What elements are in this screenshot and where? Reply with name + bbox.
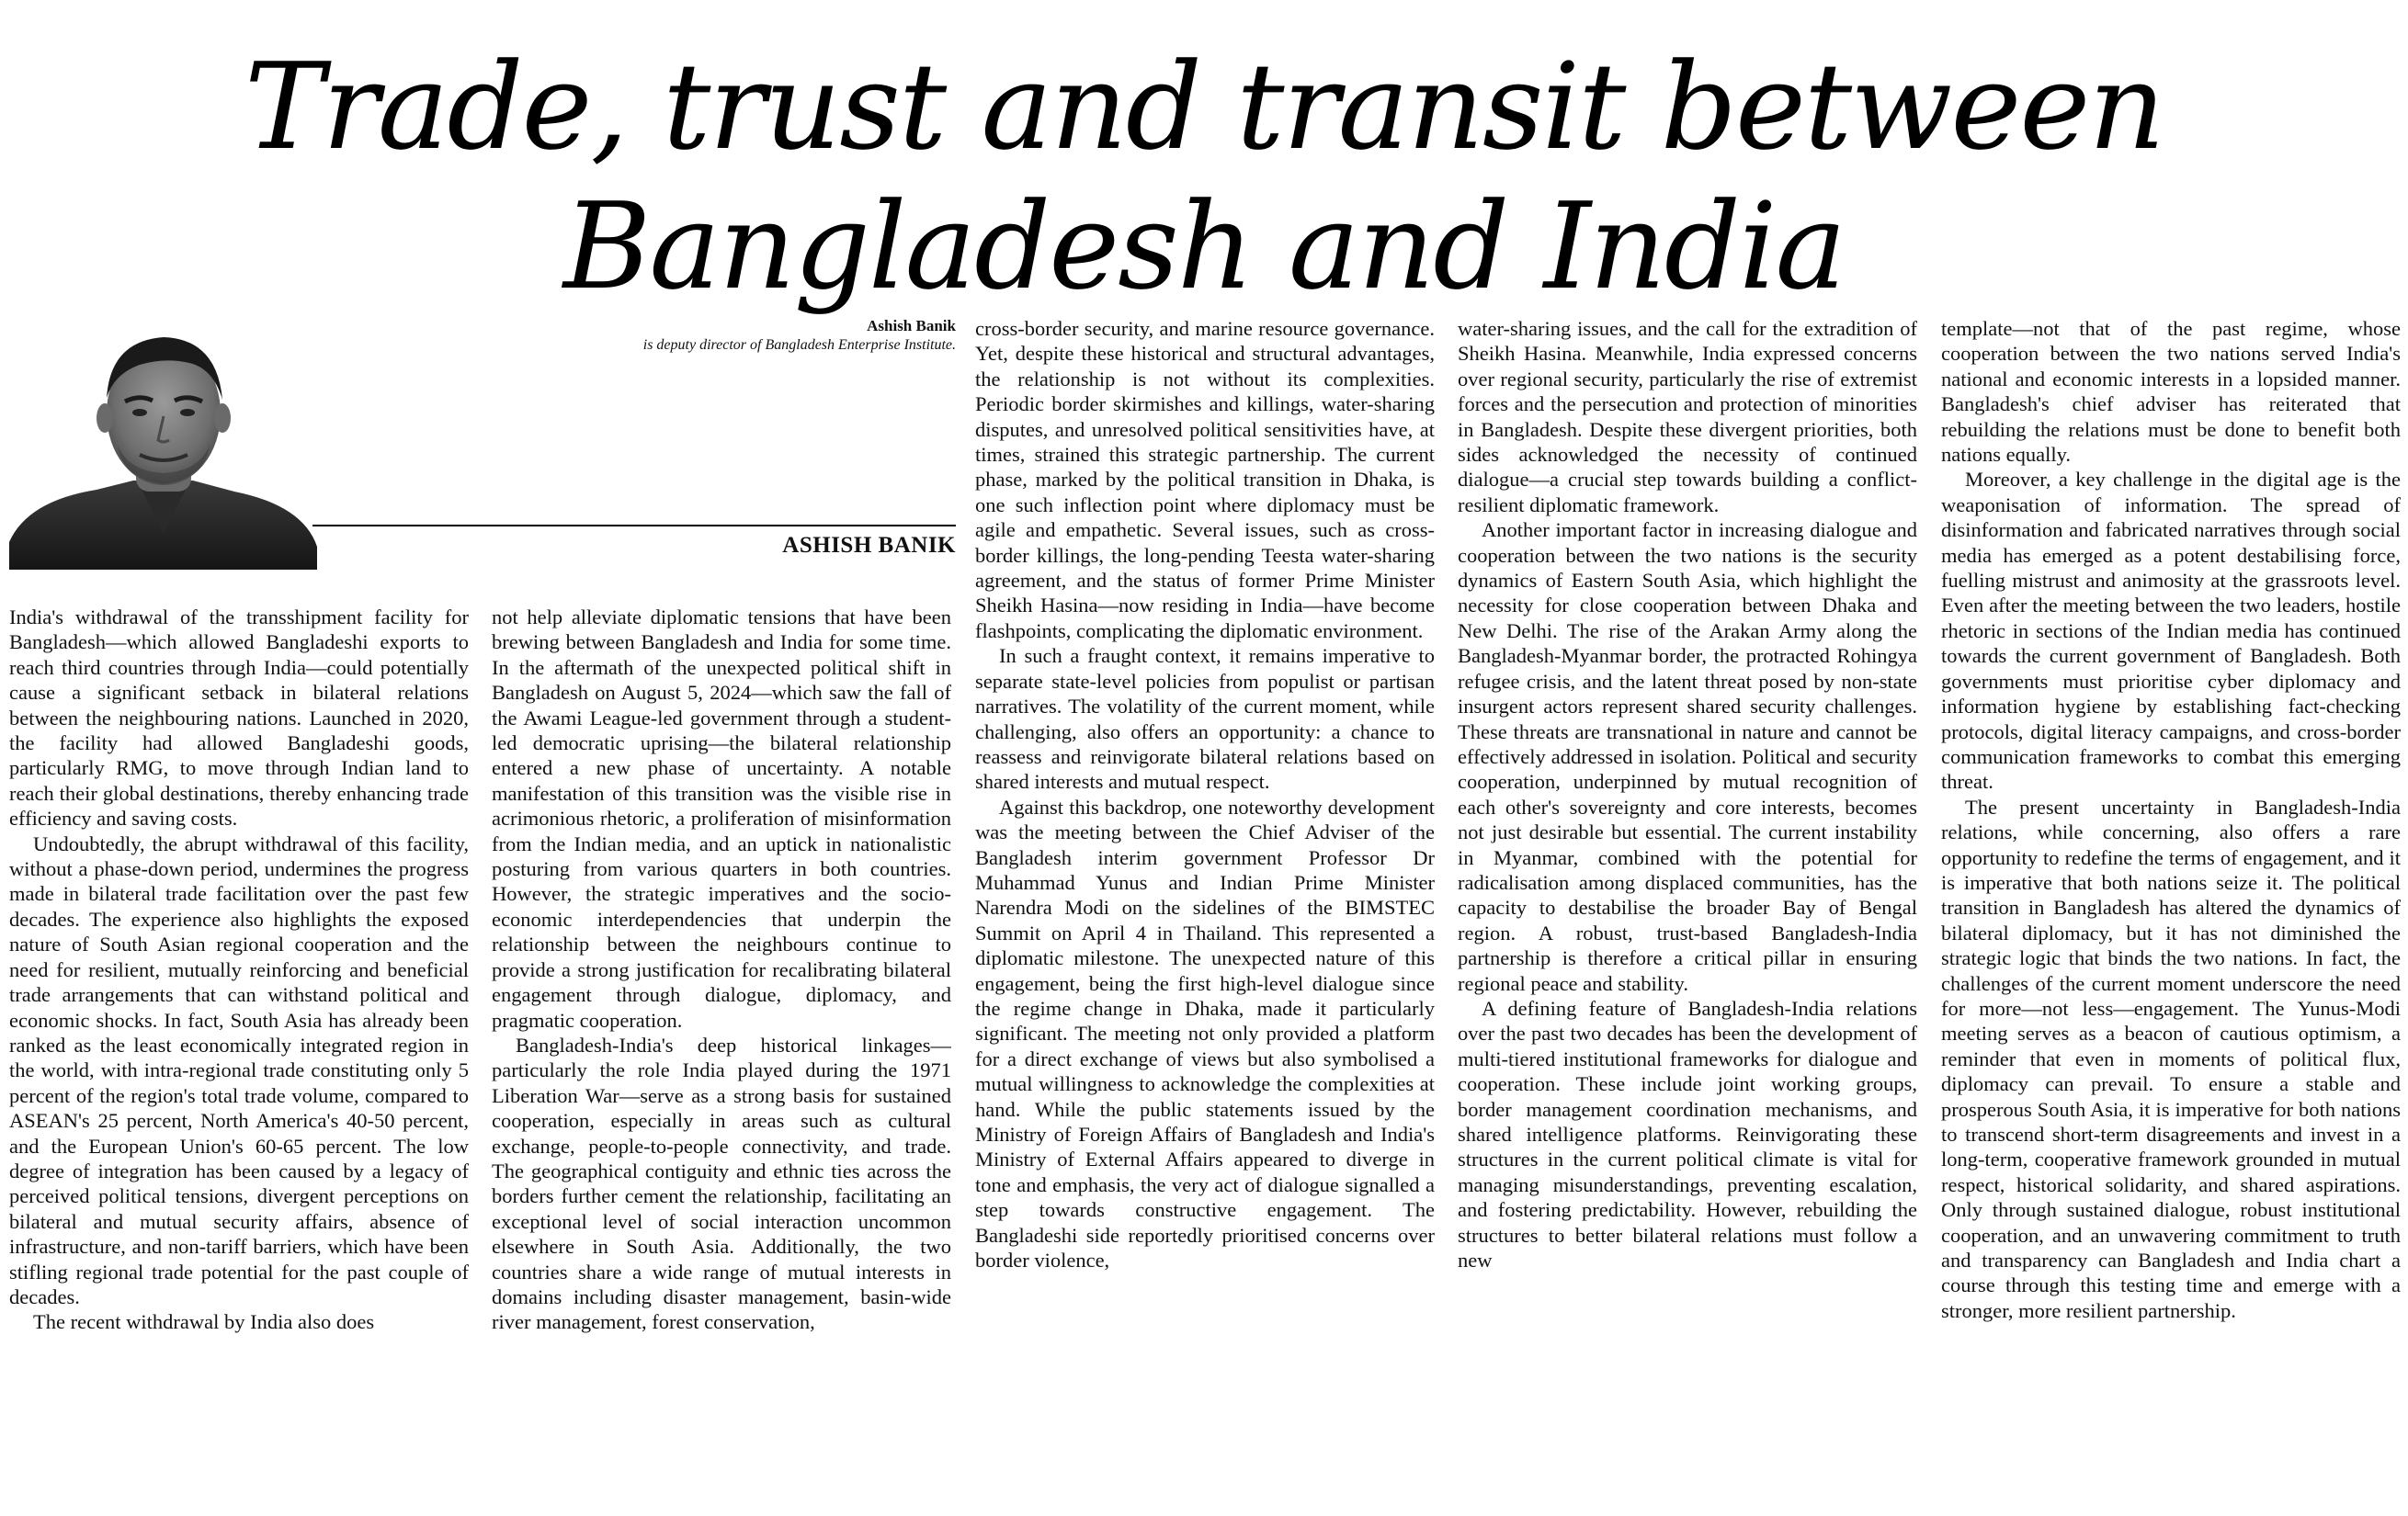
headline-line-1: Trade, trust and transit between <box>244 37 2164 176</box>
byline-name: Ashish Banik <box>867 317 956 334</box>
headline <box>0 37 2408 316</box>
article-paragraph: Undoubtedly, the abrupt withdrawal of this facility, without a phase-down period, undermines the progress made in bilateral trade facilitation over the past few decades. The experience also highlights the exposed nature of South Asian regional cooperation and the need for resilient, mutually reinforcing and beneficial trade arrangements that can withstand political and economic shocks. In fact, South Asia has already been ranked as the least economically integrated region in the world, with intra-regional trade constituting only 5 percent of the region's total trade volume, compared to ASEAN's 25 percent, North America's 40-50 percent, and the European Union's 60-65 percent. The low degree of integration has been caused by a legacy of perceived political tensions, divergent perceptions on bilateral and mutual security affairs, absence of infrastructure, and non-tariff barriers, which have been stifling regional trade potential for the past couple of decades. <box>9 832 469 1308</box>
article-paragraph: Bangladesh-India's deep historical linkages—particularly the role India played during the 1971 Liberation War—serve as a strong basis for sustained cooperation, especially in areas such as cultural exchange, people-to-people connectivity, and trade. The geographical contiguity and ethnic ties across the borders further cement the relationship, facilitating an exceptional level of social interaction uncommon elsewhere in South Asia. Additionally, the two countries share a wide range of mutual interests in domains including disaster management, basin-wide river management, forest conservation, <box>492 1033 951 1334</box>
article-column-5 <box>1941 316 2401 1514</box>
article-paragraph: Against this backdrop, one noteworthy development was the meeting between the Chief Adviser of the Bangladesh interim government Professor Dr Muhammad Yunus and Indian Prime Minister Narendra Modi on the sidelines of the BIMSTEC Summit on April 4 in Thailand. This represented a diplomatic milestone. The unexpected nature of this engagement, being the first high-level dialogue since the regime change in Dhaka, made it particularly significant. The meeting not only provided a platform for a direct exchange of views but also symbolised a mutual willingness to acknowledge the complexities at hand. While the public statements issued by the Ministry of Foreign Affairs of Bangladesh and India's Ministry of External Affairs appeared to diverge in tone and emphasis, the very act of dialogue signalled a step towards constructive engagement. The Bangladeshi side reportedly prioritised concerns over border violence, <box>975 795 1435 1273</box>
article-paragraph: In such a fraught context, it remains imperative to separate state-level policies from populist or partisan narratives. The volatility of the current moment, while challenging, also offers an opportunity: a chance to reassess and reinvigorate bilateral relations based on shared interests and mutual respect. <box>975 644 1435 794</box>
author-photo <box>9 317 317 570</box>
caption-divider <box>312 525 956 526</box>
article-column-1 <box>9 605 469 1514</box>
article-column-4 <box>1458 316 1917 1514</box>
author-portrait-illustration <box>9 317 317 570</box>
article-paragraph: Another important factor in increasing dialogue and cooperation between the two nations is the security dynamics of Eastern South Asia, which highlight the necessity for close cooperation between Dhaka and New Delhi. The rise of the Arakan Army along the Bangladesh-Myanmar border, the protracted Rohingya refugee crisis, and the latent threat posed by non-state insurgent actors represent shared security challenges. These threats are transnational in nature and cannot be effectively addressed in isolation. Political and security cooperation, underpinned by mutual recognition of each other's sovereignty and core interests, becomes not just desirable but essential. The current instability in Myanmar, combined with the potential for radicalisation among displaced communities, has the capacity to destabilise the broader Bay of Bengal region. A robust, trust-based Bangladesh-India partnership is therefore a critical pillar in ensuring regional peace and stability. <box>1458 518 1917 995</box>
author-name-caption: ASHISH BANIK <box>782 533 956 558</box>
article-paragraph: cross-border security, and marine resource governance. Yet, despite these historical and structural advantages, the relationship is not without its complexities. Periodic border skirmishes and killings, water-sharing disputes, and unresolved political sensitivities have, at times, strained this strategic partnership. The current phase, marked by the political transition in Dhaka, is one such inflection point where diplomacy must be agile and empathetic. Several issues, such as cross-border killings, the long-pending Teesta water-sharing agreement, and the status of former Prime Minister Sheikh Hasina—now residing in India—have become flashpoints, complicating the diplomatic environment. <box>975 317 1435 642</box>
article-paragraph: A defining feature of Bangladesh-India relations over the past two decades has been the development of multi-tiered institutional frameworks for dialogue and cooperation. These include joint working groups, border management coordination mechanisms, and shared intelligence platforms. Reinvigorating these structures in the current political climate is vital for managing misunderstandings, preventing escalation, and fostering predictability. However, rebuilding the structures to better bilateral relations must follow a new <box>1458 996 1917 1273</box>
article-paragraph: Moreover, a key challenge in the digital age is the weaponisation of information. The spread of disinformation and fabricated narratives through social media has emerged as a potent destabilising force, fuelling mistrust and animosity at the grassroots level. Even after the meeting between the two leaders, hostile rhetoric in sections of the Indian media has continued towards the current government of Bangladesh. Both governments must prioritise cyber diplomacy and information hygiene by establishing fact-checking protocols, digital literacy campaigns, and cross-border communication frameworks to combat this emerging threat. <box>1941 468 2401 794</box>
article-paragraph: template—not that of the past regime, whose cooperation between the two nations served India's national and economic interests in a lopsided manner. Bangladesh's chief adviser has reiterated that rebuilding the relations must be done to benefit both nations equally. <box>1941 317 2401 467</box>
article-column-2 <box>492 605 951 1514</box>
article-paragraph: not help alleviate diplomatic tensions that have been brewing between Bangladesh and India for some time. In the aftermath of the unexpected political shift in Bangladesh on August 5, 2024—which saw the fall of the Awami League-led government through a student-led democratic uprising—the bilateral relationship entered a new phase of uncertainty. A notable manifestation of this transition was the visible rise in acrimonious rhetoric, a proliferation of misinformation from the Indian media, and an uptick in nationalistic posturing from various quarters in both countries. However, the strategic imperatives and the socio-economic interdependencies that underpin the relationship between the neighbours continue to provide a strong justification for recalibrating bilateral engagement through dialogue, diplomacy, and pragmatic cooperation. <box>492 605 951 1032</box>
article-paragraph: water-sharing issues, and the call for the extradition of Sheikh Hasina. Meanwhile, India expressed concerns over regional security, particularly the rise of extremist forces and the persecution and protection of minorities in Bangladesh. Despite these divergent priorities, both sides acknowledged the necessity of continued dialogue—a crucial step towards building a conflict-resilient diplomatic framework. <box>1458 317 1917 516</box>
byline-description: is deputy director of Bangladesh Enterprise Institute. <box>642 337 956 353</box>
article-column-3 <box>975 316 1435 1514</box>
article-paragraph: The present uncertainty in Bangladesh-India relations, while concerning, also offers a rare opportunity to redefine the terms of engagement, and it is imperative that both nations seize it. The political transition in Bangladesh has altered the dynamics of bilateral diplomacy, but it has not diminished the strategic logic that binds the two nations. In fact, the challenges of the current moment underscore the need for more—not less—engagement. The Yunus-Modi meeting serves as a beacon of cautious optimism, a reminder that even in moments of political flux, diplomacy can prevail. To ensure a stable and prosperous South Asia, it is imperative for both nations to transcend short-term disagreements and invest in a long-term, cooperative framework grounded in mutual respect, historical solidarity, and shared aspirations. Only through sustained dialogue, robust institutional cooperation, and an unwavering commitment to truth and transparency can Bangladesh and India chart a course through this testing time and emerge with a stronger, more resilient partnership. <box>1941 795 2401 1322</box>
article-paragraph: The recent withdrawal by India also does <box>33 1310 375 1334</box>
headline-line-2: Bangladesh and India <box>562 176 1846 316</box>
article-paragraph: India's withdrawal of the transshipment facility for Bangladesh—which allowed Bangladeshi exports to reach third countries through India—could potentially cause a significant setback in bilateral relations between the neighbouring nations. Launched in 2020, the facility had allowed Bangladeshi goods, particularly RMG, to move through Indian land to reach their global destinations, thereby enhancing trade efficiency and saving costs. <box>9 605 469 831</box>
